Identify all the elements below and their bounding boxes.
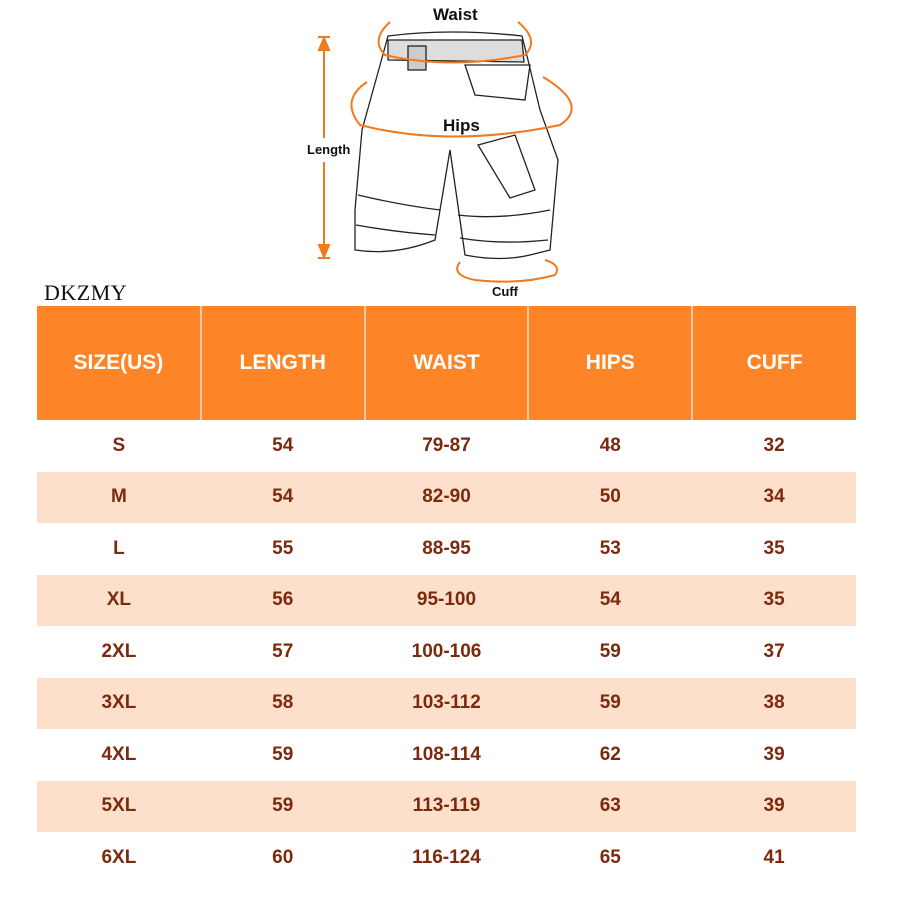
cell-hips: 59 [528,678,692,730]
header-waist: WAIST [365,306,529,420]
cell-hips: 63 [528,781,692,833]
cell-size: 3XL [37,678,201,730]
cell-length: 57 [272,640,294,662]
table-row [37,420,856,472]
cell-length: 56 [201,575,365,627]
cell-length: 59 [201,781,365,833]
cell-cuff: 34 [692,472,856,524]
brand-name: DKZMY [44,280,128,305]
header-hips: HIPS [528,306,692,420]
header-length: LENGTH [201,306,365,420]
cell-hips: 54 [528,575,692,627]
cell-size: XL [37,575,201,627]
cell-cuff: 35 [763,537,785,559]
table-row [37,575,856,627]
cell-waist: 108-114 [412,743,481,765]
waist-label: Waist [433,5,478,24]
cell-length: 58 [201,678,365,730]
cell-waist: 88-95 [422,537,471,559]
table-row [37,626,856,678]
cell-cuff: 39 [692,781,856,833]
cuff-label: Cuff [492,284,518,299]
cell-waist: 116-124 [412,846,481,868]
cell-hips: 50 [528,472,692,524]
cell-hips: 59 [599,640,621,662]
cell-size: 5XL [37,781,201,833]
table-header-row [37,306,856,420]
cell-size: 4XL [101,743,137,765]
cell-hips: 48 [599,434,621,456]
cell-cuff: 38 [692,678,856,730]
table-row [37,729,856,781]
header-cuff: CUFF [692,306,856,420]
cell-length: 60 [272,846,294,868]
cell-hips: 53 [599,537,621,559]
cell-cuff: 35 [692,575,856,627]
cell-hips: 65 [599,846,621,868]
cell-size: L [113,537,125,559]
table-row [37,678,856,730]
table-row [37,523,856,575]
cell-cuff: 39 [763,743,785,765]
table-row [37,781,856,833]
cell-length: 59 [272,743,294,765]
cell-length: 54 [272,434,294,456]
cell-size: S [112,434,126,456]
cell-size: 6XL [101,846,137,868]
cell-waist: 113-119 [365,781,529,833]
cell-cuff: 41 [763,846,785,868]
cell-length: 55 [272,537,294,559]
header-size: SIZE(US) [37,306,201,420]
cell-hips: 62 [599,743,621,765]
cell-waist: 100-106 [411,640,482,662]
table-row [37,472,856,524]
cell-waist: 79-87 [422,434,471,456]
size-chart-table [37,306,856,884]
cell-length: 54 [201,472,365,524]
shorts-measurement-diagram [300,0,600,300]
cell-waist: 103-112 [365,678,529,730]
cell-waist: 82-90 [365,472,529,524]
cell-waist: 95-100 [365,575,529,627]
length-label: Length [307,142,351,157]
hips-label: Hips [443,116,480,135]
cell-cuff: 32 [763,434,785,456]
cell-size: 2XL [101,640,137,662]
cell-size: M [37,472,201,524]
table-row [37,832,856,884]
cell-cuff: 37 [763,640,785,662]
